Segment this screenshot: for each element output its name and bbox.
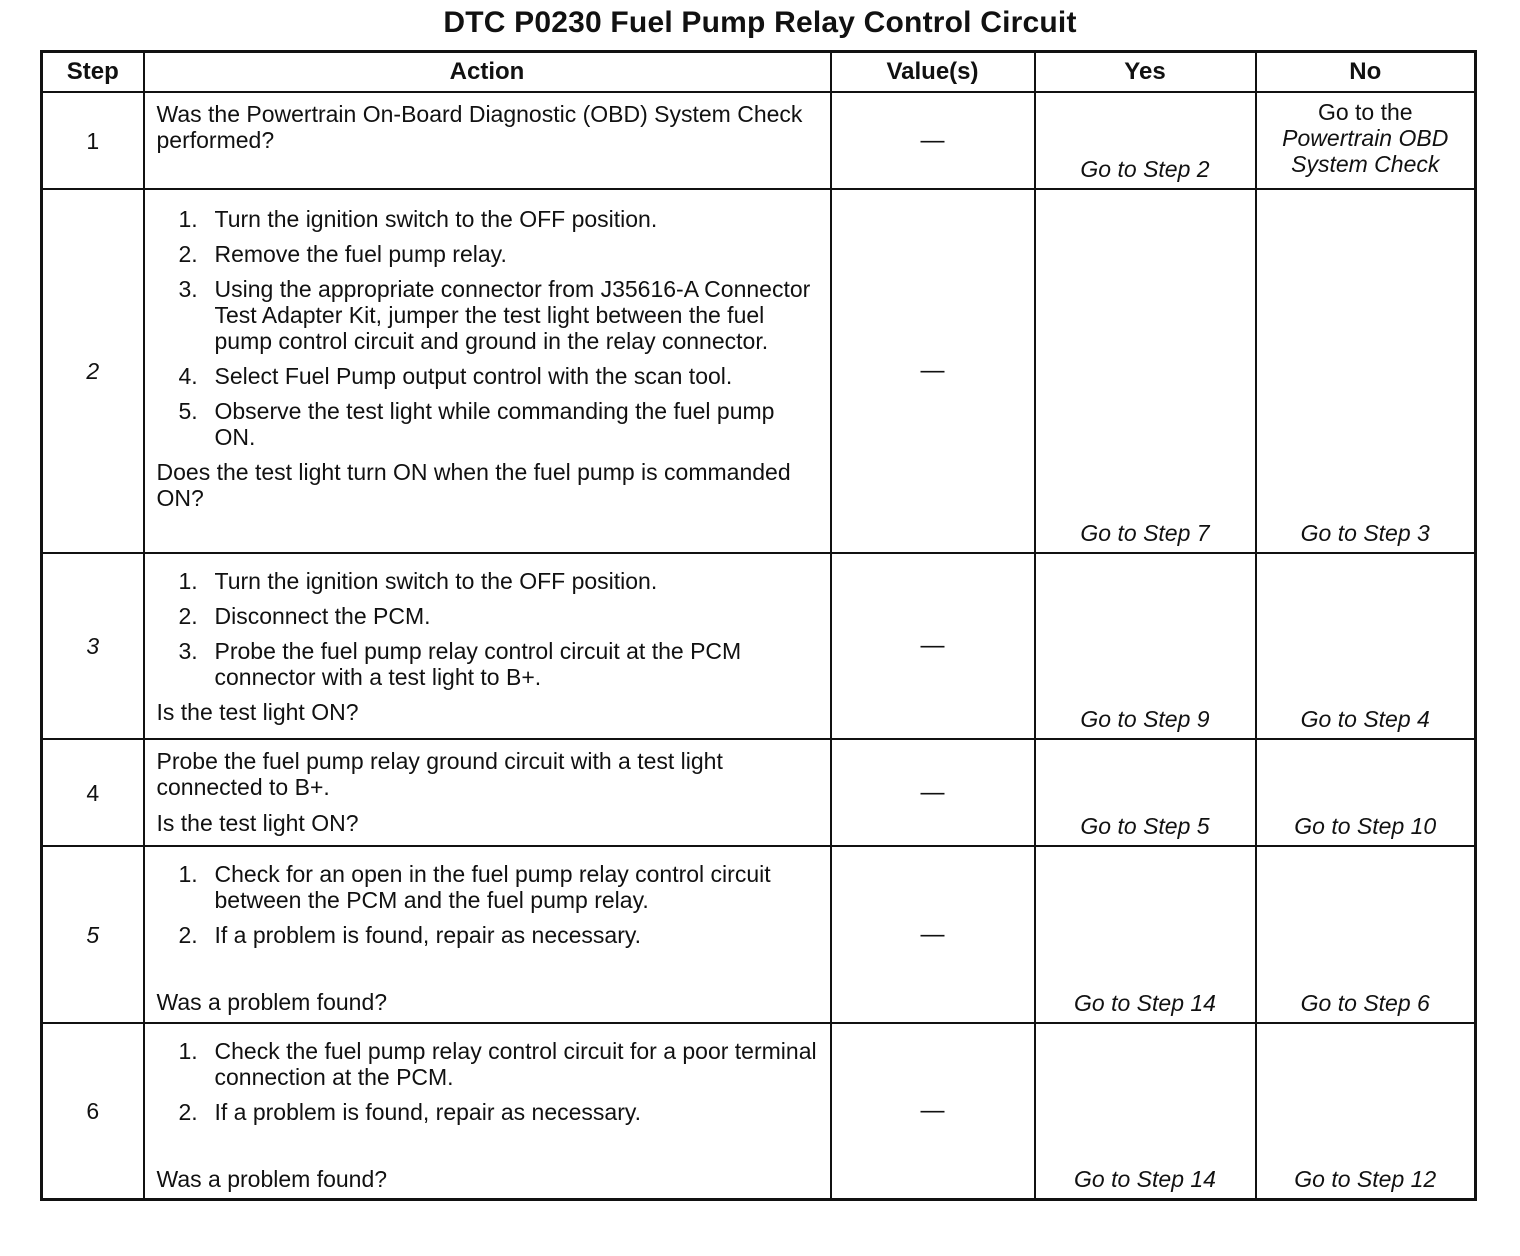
no-cell: Go to Step 4 xyxy=(1256,553,1476,739)
action-cell xyxy=(144,1023,831,1200)
action-cell xyxy=(144,739,831,846)
list-item: 3. Probe the fuel pump relay control circuit at the PCM connector with a test light to B+. xyxy=(178,638,742,690)
step-number: 4 xyxy=(42,739,144,846)
value-cell: — xyxy=(831,553,1035,739)
action-text: Probe the fuel pump relay ground circuit with a test light connected to B+. xyxy=(156,748,723,800)
yes-cell: Go to Step 2 xyxy=(1035,92,1256,189)
value-cell: — xyxy=(831,739,1035,846)
no-cell: Go to Step 10 xyxy=(1256,739,1476,846)
header-yes: Yes xyxy=(1035,52,1256,93)
table-row xyxy=(42,1023,1476,1200)
action-list xyxy=(157,568,820,690)
yes-cell: Go to Step 14 xyxy=(1035,1023,1256,1200)
list-item: 1. Turn the ignition switch to the OFF position. xyxy=(178,568,658,594)
action-cell xyxy=(144,846,831,1023)
diagnostic-table xyxy=(40,50,1477,1201)
no-line: System Check xyxy=(1291,150,1440,177)
list-item: 2. If a problem is found, repair as necessary. xyxy=(178,922,642,948)
step-number: 2 xyxy=(42,189,144,553)
action-question: Does the test light turn ON when the fuel pump is commanded ON? xyxy=(156,459,791,511)
no-cell: Go to Step 6 xyxy=(1256,846,1476,1023)
value-cell: — xyxy=(831,92,1035,189)
page-title: DTC P0230 Fuel Pump Relay Control Circuit xyxy=(443,6,1077,39)
action-list xyxy=(157,861,820,948)
action-cell xyxy=(144,553,831,739)
header-values: Value(s) xyxy=(831,52,1035,93)
no-cell: Go to Step 12 xyxy=(1256,1023,1476,1200)
list-item: 1. Check the fuel pump relay control circuit for a poor terminal connection at the PCM. xyxy=(178,1038,817,1090)
action-question: Is the test light ON? xyxy=(156,699,359,725)
list-item: 1. Check for an open in the fuel pump relay control circuit between the PCM and the fuel pump relay. xyxy=(178,861,771,913)
no-line: Go to the xyxy=(1317,98,1413,125)
action-text: Was the Powertrain On-Board Diagnostic (OBD) System Check performed? xyxy=(156,101,803,153)
list-item: 1. Turn the ignition switch to the OFF position. xyxy=(178,206,658,232)
no-cell xyxy=(1256,92,1476,189)
yes-cell: Go to Step 7 xyxy=(1035,189,1256,553)
action-question: Was a problem found? xyxy=(156,1166,388,1192)
header-row xyxy=(42,52,1476,93)
no-line: Powertrain OBD xyxy=(1282,124,1449,151)
header-action: Action xyxy=(144,52,831,93)
list-item: 3. Using the appropriate connector from J35616-A Connector Test Adapter Kit, jumper the test light between the fuel pump control circuit and ground in the relay connector. xyxy=(178,276,811,354)
no-cell: Go to Step 3 xyxy=(1256,189,1476,553)
step-number: 6 xyxy=(42,1023,144,1200)
table-row xyxy=(42,189,1476,553)
yes-cell: Go to Step 5 xyxy=(1035,739,1256,846)
header-step: Step xyxy=(42,52,144,93)
list-item: 5. Observe the test light while commanding the fuel pump ON. xyxy=(178,398,775,450)
table-row xyxy=(42,846,1476,1023)
list-item: 2. If a problem is found, repair as necessary. xyxy=(178,1099,642,1125)
list-item: 4. Select Fuel Pump output control with the scan tool. xyxy=(178,363,733,389)
table-row xyxy=(42,553,1476,739)
action-question: Was a problem found? xyxy=(156,989,388,1015)
list-item: 2. Remove the fuel pump relay. xyxy=(178,241,507,267)
action-cell xyxy=(144,92,831,189)
step-number: 1 xyxy=(42,92,144,189)
header-no: No xyxy=(1256,52,1476,93)
yes-cell: Go to Step 14 xyxy=(1035,846,1256,1023)
action-list xyxy=(157,206,820,450)
value-cell: — xyxy=(831,846,1035,1023)
action-cell xyxy=(144,189,831,553)
table-row xyxy=(42,739,1476,846)
action-question: Is the test light ON? xyxy=(156,810,359,836)
yes-cell: Go to Step 9 xyxy=(1035,553,1256,739)
step-number: 5 xyxy=(42,846,144,1023)
value-cell: — xyxy=(831,189,1035,553)
step-number: 3 xyxy=(42,553,144,739)
table-row xyxy=(42,92,1476,189)
list-item: 2. Disconnect the PCM. xyxy=(178,603,431,629)
action-list xyxy=(157,1038,820,1125)
value-cell: — xyxy=(831,1023,1035,1200)
